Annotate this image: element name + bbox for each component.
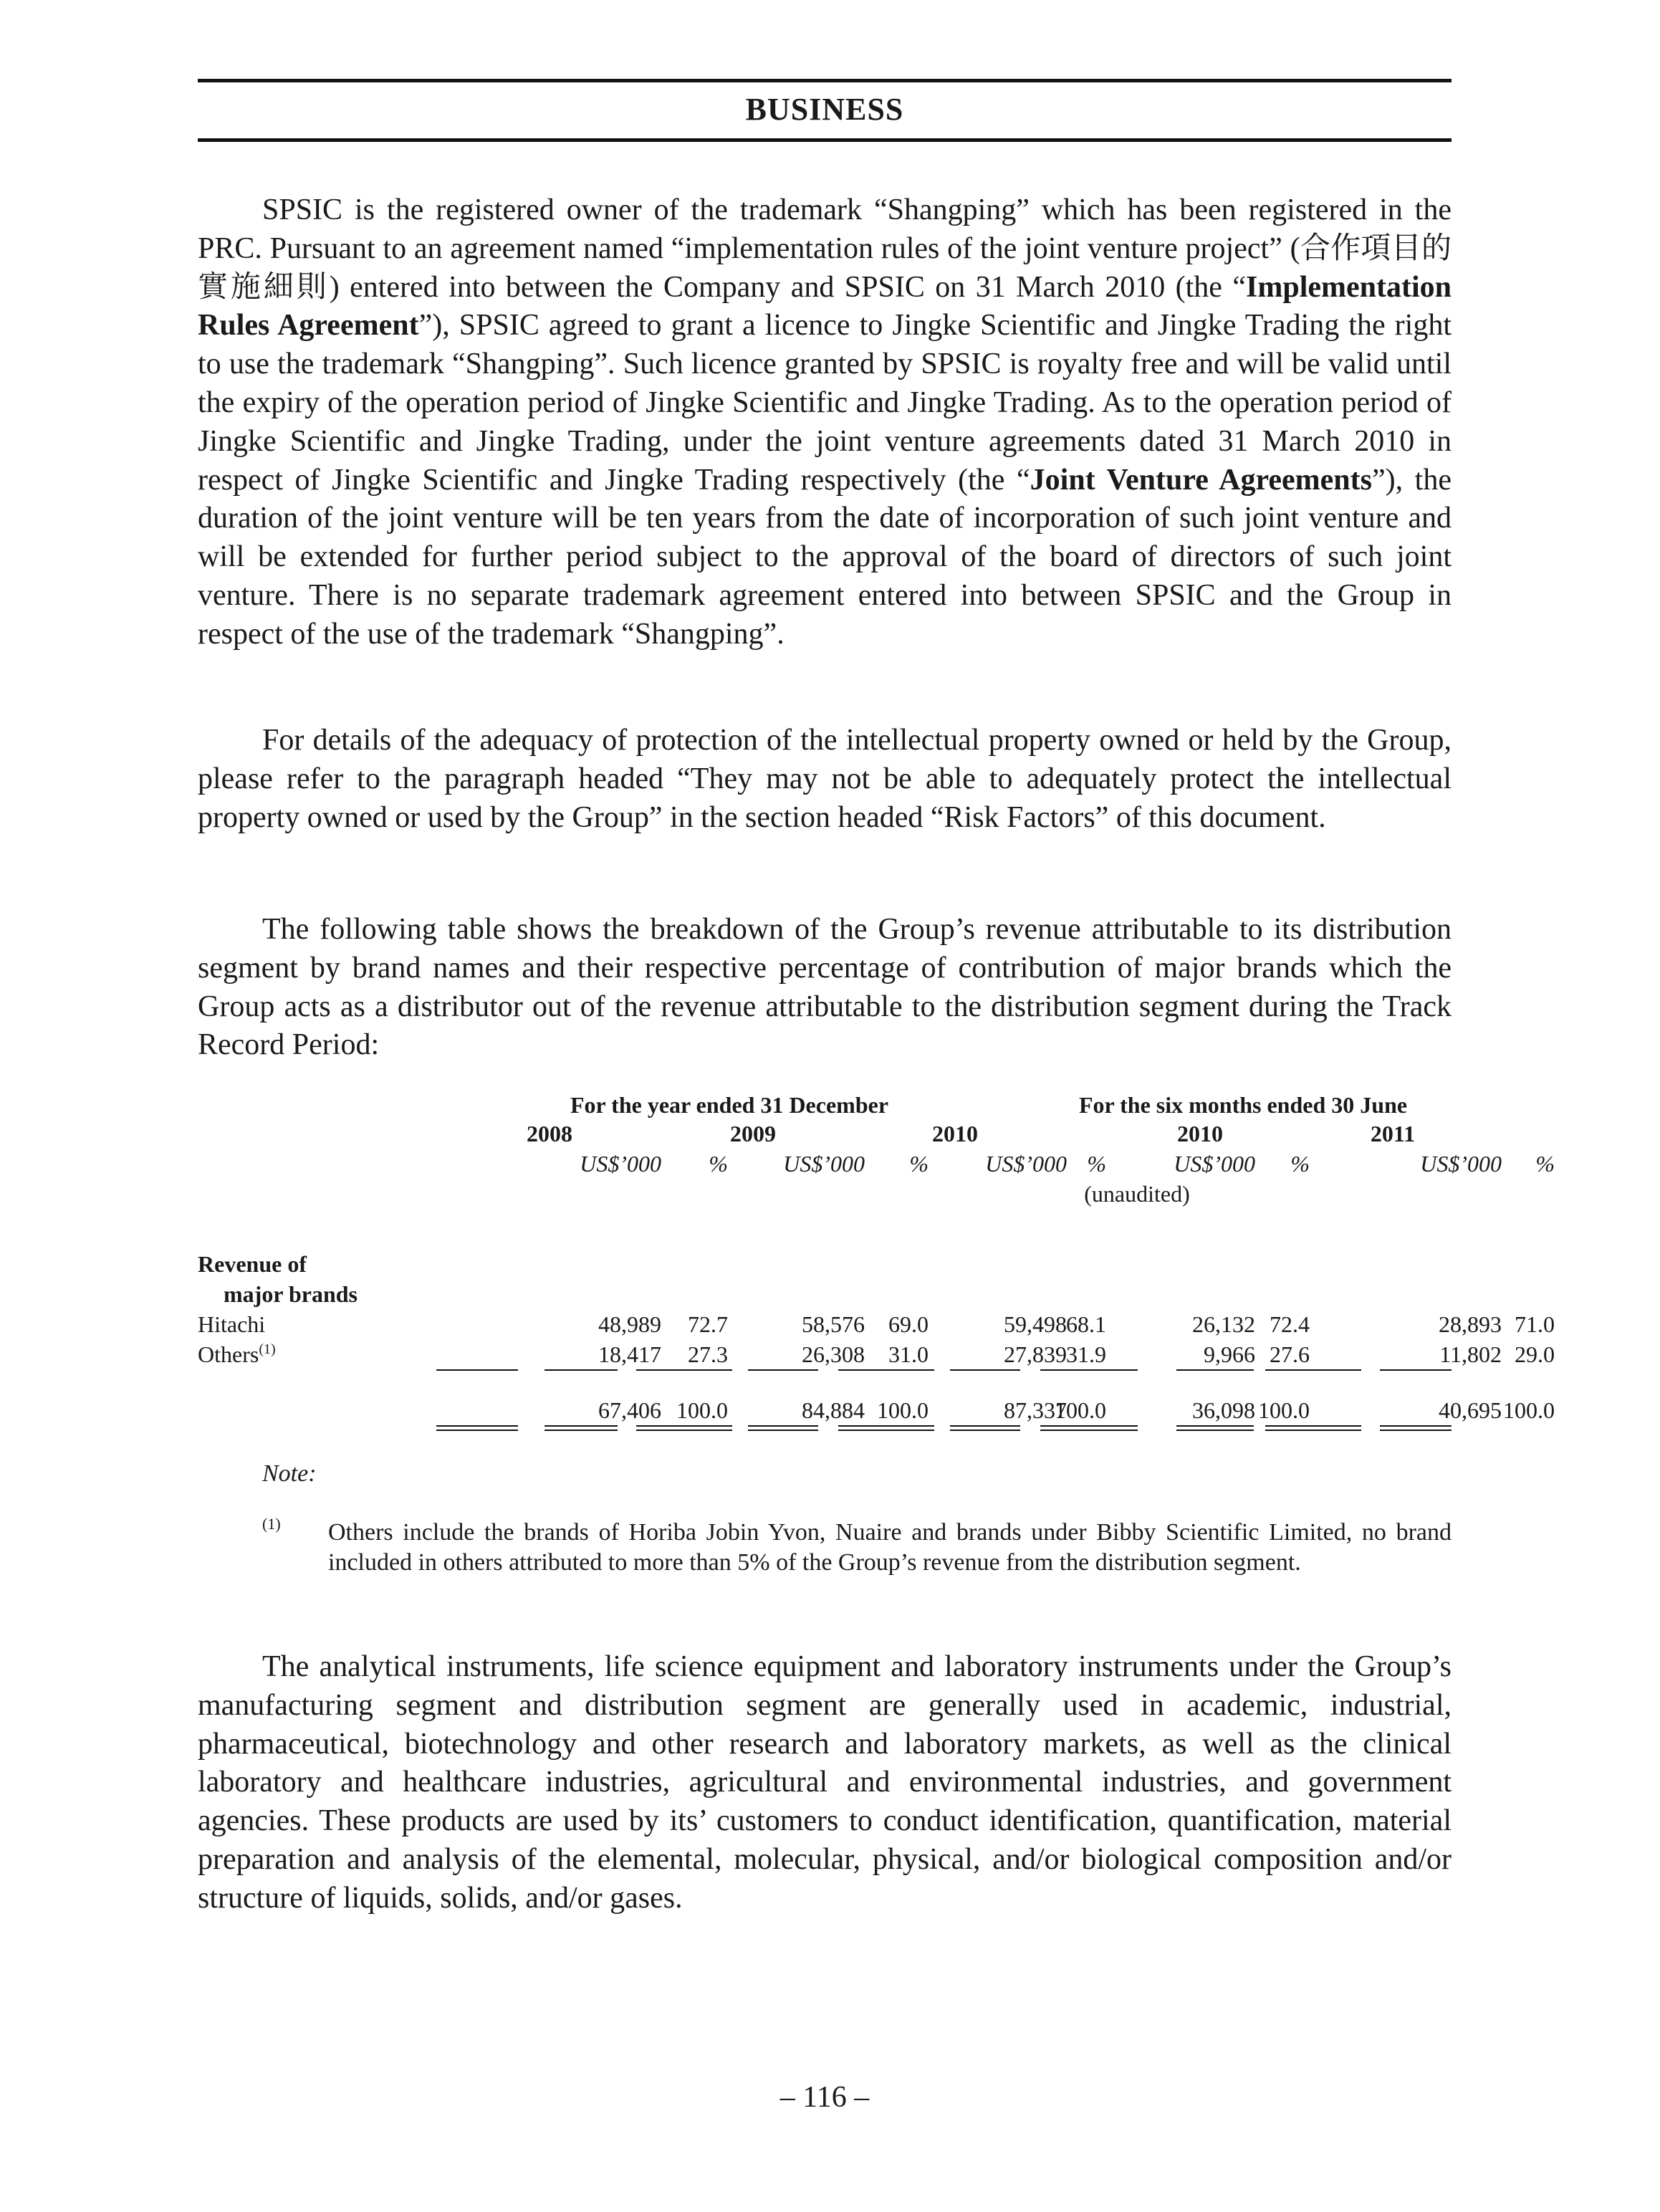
cell-others-h1-2011-amount: 11,802 [1439,1341,1502,1367]
cell-others-2010-amount: 27,839 [1004,1341,1067,1367]
cell-others-2008-amount: 18,417 [598,1341,661,1367]
total-double-rule [1176,1425,1254,1431]
paragraph-trademark [198,191,1452,654]
column-six-months-2010: 2010 [1177,1121,1223,1146]
cell-hitachi-h1-2011-amount: 28,893 [1439,1311,1502,1337]
column-group-six-months: For the six months ended 30 June [1078,1092,1408,1118]
row-label-hitachi: Hitachi [198,1311,266,1337]
cell-total-h1-2010-amount: 36,098 [1192,1397,1255,1423]
cell-hitachi-2010-amount: 59,498 [1004,1311,1067,1337]
cell-hitachi-2008-amount: 48,989 [598,1311,661,1337]
paragraph-trademark-part-a: SPSIC is the registered owner of the trademark “Shangping” which has been registered in the PRC. Pursuant to an agreement named “implementation rules of the joint venture project” (合作項目的實施細則) entered into between the Company and SPSIC on 31 March 2010 (the “ [198,193,1452,304]
paragraph-table-intro [198,911,1452,1065]
column-year-2009: 2009 [730,1121,776,1146]
unaudited-label: (unaudited) [1084,1181,1190,1207]
paragraph-trademark-part-b: ”), SPSIC agreed to grant a licence to Jingke Scientific and Jingke Trading the right to use the trademark “Shangping”. Such licence granted by SPSIC is royalty free and will be valid until the expiry of the operation period of Jingke Scientific and Jingke Trading. As to the operation period of Jingke Scientific and Jingke Trading, under the joint venture agreements dated 31 March 2010 in respect of Jingke Scientific and Jingke Trading respectively (the “ [198,309,1452,497]
note-label: Note: [262,1460,317,1487]
total-double-rule [436,1425,518,1431]
unit-currency: US$’000 [580,1151,661,1177]
paragraph-products-markets [198,1648,1452,1918]
column-year-2008: 2008 [527,1121,572,1146]
cell-hitachi-2010-percent: 68.1 [1066,1311,1106,1337]
unit-percent: % [709,1151,728,1177]
cell-others-2010-percent: 31.9 [1066,1341,1106,1367]
footnote-ref: (1) [259,1341,276,1357]
paragraph-intellectual-property [198,722,1452,837]
paragraph-products-markets-text: The analytical instruments, life science equipment and laboratory instruments under the Group’s manufacturing segment and distribution segment are generally used in academic, industrial, pharmaceutical, biotechnology and other research and laboratory markets, as well as the clinical laboratory and healthcare industries, agricultural and environmental industries, and government agencies. These products are used by its’ customers to conduct identification, quantification, material preparation and analysis of the elemental, molecular, physical, and/or biological composition and/or structure of liquids, solids, and/or gases. [198,1650,1452,1915]
page-number: – 116 – [779,2081,870,2114]
cell-hitachi-2009-percent: 69.0 [888,1311,929,1337]
cell-total-h1-2011-percent: 100.0 [1503,1397,1555,1423]
cell-others-2008-percent: 27.3 [688,1341,728,1367]
cell-others-h1-2010-amount: 9,966 [1204,1341,1255,1367]
note-marker: (1) [262,1515,281,1533]
unit-currency: US$’000 [783,1151,865,1177]
cell-others-h1-2011-percent: 29.0 [1515,1341,1555,1367]
column-year-2010: 2010 [932,1121,978,1146]
term-joint-venture-agreements: Joint Venture Agreements [1030,463,1372,497]
cell-hitachi-h1-2010-percent: 72.4 [1270,1311,1310,1337]
cell-total-2010-amount: 87,337 [1004,1397,1067,1423]
total-double-rule [748,1425,818,1431]
header-top-rule [198,79,1452,82]
unit-currency: US$’000 [985,1151,1067,1177]
subtotal-rule [1380,1369,1452,1371]
subtotal-rule [748,1369,818,1371]
cell-total-h1-2010-percent: 100.0 [1258,1397,1310,1423]
total-double-rule [544,1425,618,1431]
cell-others-2009-amount: 26,308 [802,1341,865,1367]
note-text: Others include the brands of Horiba Jobin Yvon, Nuaire and brands under Bibby Scientific Limited, no brand included in others attributed to more than 5% of the Group’s revenue from the distribution segment. [328,1519,1452,1576]
column-six-months-2011: 2011 [1370,1121,1416,1146]
cell-total-2009-percent: 100.0 [877,1397,929,1423]
unit-percent: % [1087,1151,1106,1177]
unit-percent: % [1535,1151,1555,1177]
total-double-rule [1265,1425,1361,1431]
section-label-line2: major brands [224,1281,358,1307]
unit-currency: US$’000 [1174,1151,1255,1177]
cell-hitachi-h1-2010-amount: 26,132 [1192,1311,1255,1337]
total-double-rule [950,1425,1020,1431]
header-title: BUSINESS [745,92,904,127]
cell-others-h1-2010-percent: 27.6 [1270,1341,1310,1367]
cell-hitachi-h1-2011-percent: 71.0 [1515,1311,1555,1337]
paragraph-trademark-part-c: ”), the duration of the joint venture will be ten years from the date of incorporation of such joint venture and will be extended for further period subject to the approval of the board of directors of such joint venture. There is no separate trademark agreement entered into between SPSIC and the Group in respect of the use of the trademark “Shangping”. [198,463,1452,651]
cell-total-2008-percent: 100.0 [676,1397,728,1423]
cell-total-2010-percent: 100.0 [1055,1397,1106,1423]
section-label-line1: Revenue of [198,1251,307,1277]
cell-total-2008-amount: 67,406 [598,1397,661,1423]
paragraph-intellectual-property-text: For details of the adequacy of protection of the intellectual property owned or held by the Group, please refer to the paragraph headed “They may not be able to adequately protect the intellectual property owned or used by the Group” in the section headed “Risk Factors” of this document. [198,724,1452,834]
subtotal-rule [950,1369,1020,1371]
paragraph-table-intro-text: The following table shows the breakdown of the Group’s revenue attributable to its distribution segment by brand names and their respective percentage of contribution of major brands which the Group acts as a distributor out of the revenue attributable to the distribution segment during the Track Record Period: [198,913,1452,1062]
total-double-rule [636,1425,732,1431]
subtotal-rule [544,1369,618,1371]
cell-total-2009-amount: 84,884 [802,1397,865,1423]
total-double-rule [1040,1425,1138,1431]
unit-percent: % [909,1151,929,1177]
revenue-by-brand-table [198,1091,1555,1435]
column-group-year-ended: For the year ended 31 December [570,1092,889,1118]
term-implementation-rules-agreement: Implementation Rules Agreement [198,270,1452,343]
unit-percent: % [1290,1151,1310,1177]
cell-hitachi-2009-amount: 58,576 [802,1311,865,1337]
subtotal-rule [1265,1369,1361,1371]
row-label-others-text: Others [198,1341,259,1367]
total-double-rule [838,1425,934,1431]
row-label-others [198,1340,276,1369]
subtotal-rule [1040,1369,1138,1371]
cell-hitachi-2008-percent: 72.7 [688,1311,728,1337]
subtotal-rule [636,1369,732,1371]
cell-others-2009-percent: 31.0 [888,1341,929,1367]
header-bottom-rule [198,138,1452,142]
unit-currency: US$’000 [1420,1151,1502,1177]
subtotal-rule [436,1369,518,1371]
total-double-rule [1380,1425,1452,1431]
subtotal-rule [1176,1369,1254,1371]
cell-total-h1-2011-amount: 40,695 [1439,1397,1502,1423]
subtotal-rule [838,1369,934,1371]
